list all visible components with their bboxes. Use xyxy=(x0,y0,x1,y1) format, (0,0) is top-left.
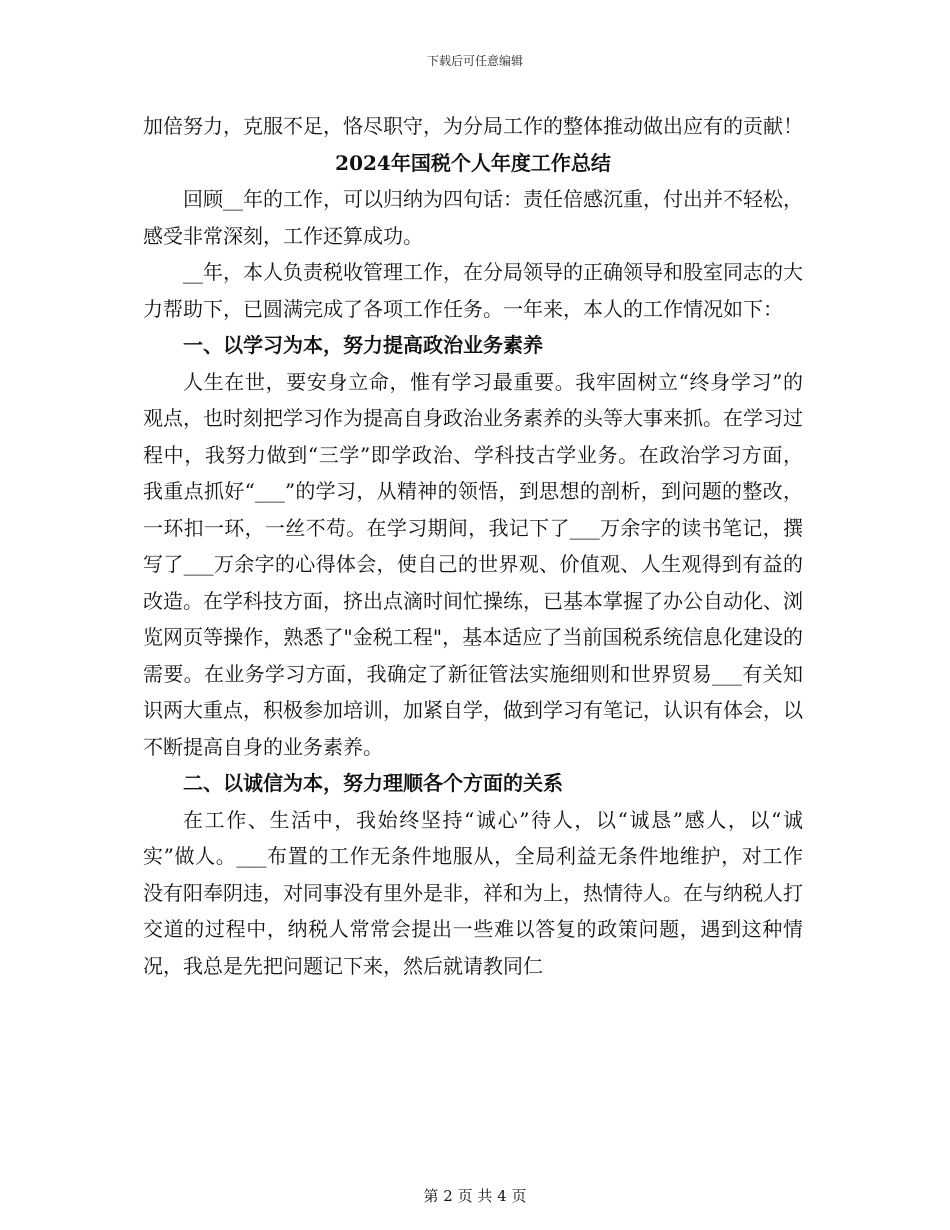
continuation-paragraph: 加倍努力，克服不足，恪尽职守，为分局工作的整体推动做出应有的贡献！ xyxy=(143,114,803,138)
paragraph-study: 人生在世，要安身立命，惟有学习最重要。我牢固树立“终身学习”的观点，也时刻把学习作为提高自身政治业务素养的头等大事来抓。在学习过程中，我努力做到“三学”即学政治、学科技古学业务。在政治学习方面，我重点抓好“___”的学习，从精神的领悟，到思想的剖析，到问题的整改，一环扣一环，一丝不苟。在学习期间，我记下了___万余字的读书笔记，撰写了___万余字的心得体会，使自己的世界观、价值观、人生观得到有益的改造。在学科技方面，挤出点滴时间忙操练，已基本掌握了办公自动化、浏览网页等操作，熟悉了"金税工程"，基本适应了当前国税系统信息化建设的需要。在业务学习方面，我确定了新征管法实施细则和世界贸易___有关知识两大重点，积极参加培训，加紧自学，做到学习有笔记，认识有体会，以不断提高自身的业务素养。 xyxy=(143,369,803,759)
document-body xyxy=(143,108,803,984)
paragraph-intro: __年，本人负责税收管理工作，在分局领导的正确领导和股室同志的大力帮助下，已圆满完成了各项工作任务。一年来，本人的工作情况如下： xyxy=(143,260,803,321)
document-title: 2024年国税个人年度工作总结 xyxy=(335,150,611,175)
section-heading-study: 一、以学习为本，努力提高政治业务素养 xyxy=(183,333,543,357)
page-number: 第 2 页 共 4 页 xyxy=(423,1187,527,1205)
paragraph-review: 回顾__年的工作，可以归纳为四句话：责任倍感沉重，付出并不轻松，感受非常深刻，工作还算成功。 xyxy=(143,187,803,248)
paragraph-integrity: 在工作、生活中，我始终坚持“诚心”待人，以“诚恳”感人，以“诚实”做人。___布置的工作无条件地服从，全局利益无条件地维护，对工作没有阳奉阴违，对同事没有里外是非，祥和为上，热情待人。在与纳税人打交道的过程中，纳税人常常会提出一些难以答复的政策问题，遇到这种情况，我总是先把问题记下来，然后就请教同仁 xyxy=(143,807,803,978)
page-header: 下载后可任意编辑 xyxy=(426,54,523,68)
section-heading-integrity: 二、以诚信为本，努力理顺各个方面的关系 xyxy=(183,771,563,795)
